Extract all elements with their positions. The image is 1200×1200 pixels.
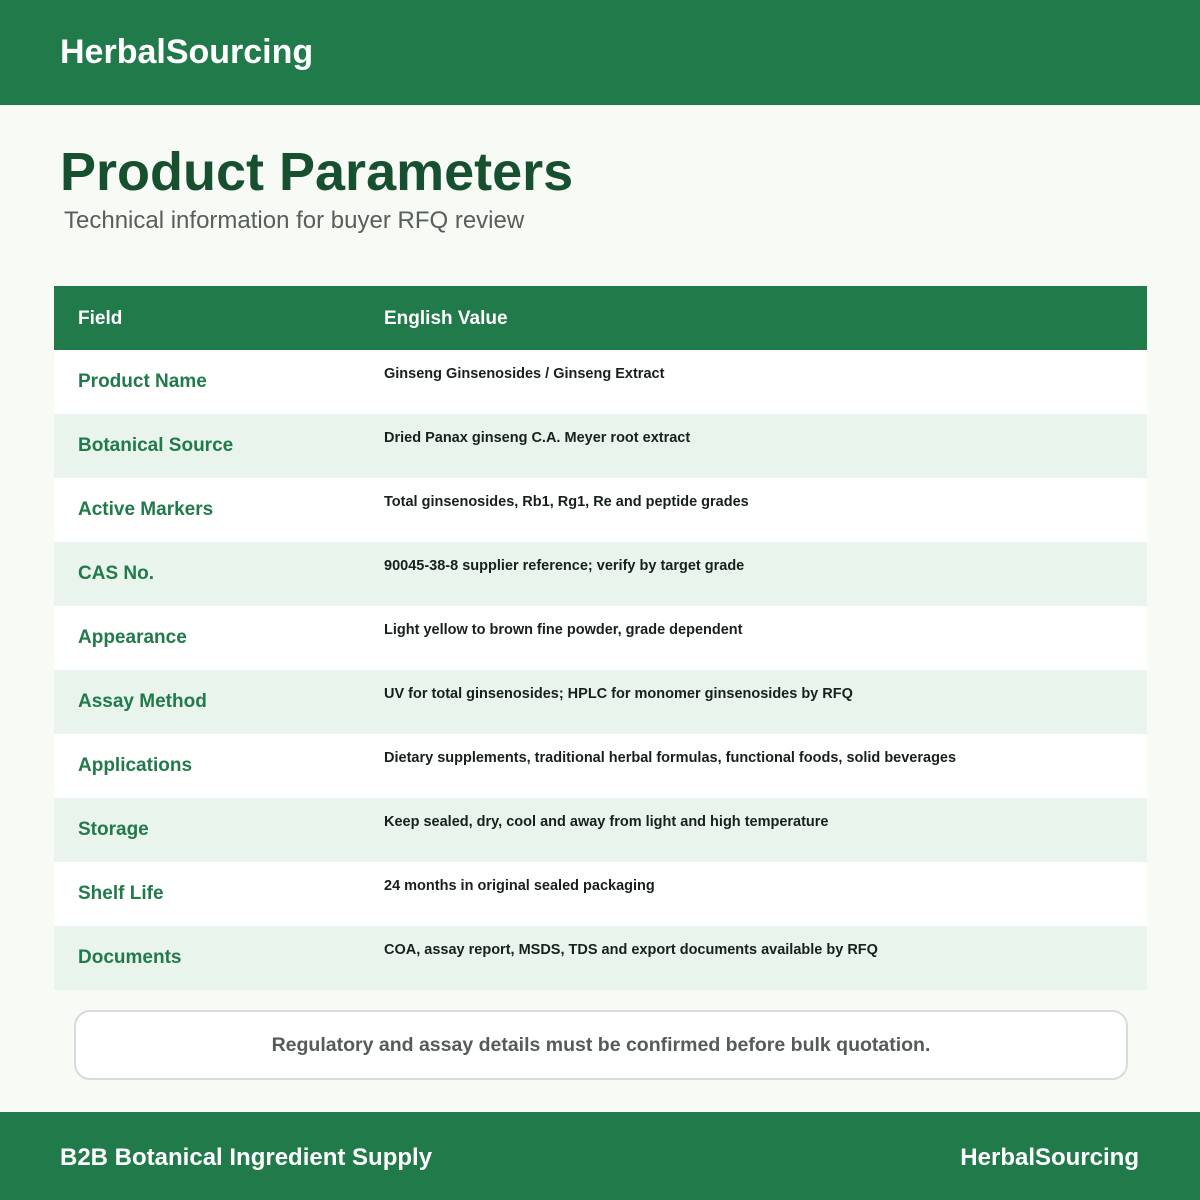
row-field-label: Shelf Life	[78, 883, 164, 904]
row-field-label: Applications	[78, 755, 193, 776]
page-title: Product Parameters	[60, 142, 574, 202]
table-row	[54, 478, 1147, 542]
row-field-value: COA, assay report, MSDS, TDS and export documents available by RFQ	[384, 942, 878, 958]
column-header-field: Field	[78, 308, 123, 329]
table-row	[54, 606, 1147, 670]
parameters-table	[54, 286, 1147, 990]
row-field-label: Botanical Source	[78, 435, 234, 456]
table-row	[54, 862, 1147, 926]
row-field-value: Light yellow to brown fine powder, grade dependent	[384, 622, 743, 638]
table-header	[54, 286, 1147, 350]
row-field-label: Documents	[78, 947, 182, 968]
regulatory-notice: Regulatory and assay details must be confirmed before bulk quotation.	[74, 1010, 1128, 1080]
row-field-label: Assay Method	[78, 691, 207, 712]
row-field-label: Storage	[78, 819, 149, 840]
row-field-label: CAS No.	[78, 563, 154, 584]
row-field-value: 90045-38-8 supplier reference; verify by target grade	[384, 558, 745, 574]
row-field-value: Dietary supplements, traditional herbal formulas, functional foods, solid beverages	[384, 750, 957, 766]
row-field-value: Ginseng Ginsenosides / Ginseng Extract	[384, 366, 665, 382]
table-row	[54, 350, 1147, 414]
row-field-value: 24 months in original sealed packaging	[384, 878, 655, 894]
row-field-value: UV for total ginsenosides; HPLC for monomer ginsenosides by RFQ	[384, 686, 853, 702]
brand-logo-text: HerbalSourcing	[60, 33, 314, 71]
footer-brand: HerbalSourcing	[960, 1144, 1139, 1171]
table-row	[54, 670, 1147, 734]
table-body	[54, 350, 1147, 990]
row-field-value: Total ginsenosides, Rb1, Rg1, Re and peptide grades	[384, 494, 749, 510]
row-field-label: Appearance	[78, 627, 187, 648]
table-row	[54, 542, 1147, 606]
table-row	[54, 926, 1147, 990]
row-field-value: Keep sealed, dry, cool and away from light and high temperature	[384, 814, 829, 830]
row-field-label: Active Markers	[78, 499, 214, 520]
row-field-label: Product Name	[78, 371, 207, 392]
table-row	[54, 798, 1147, 862]
footer-tagline: B2B Botanical Ingredient Supply	[60, 1144, 433, 1171]
table-row	[54, 414, 1147, 478]
row-field-value: Dried Panax ginseng C.A. Meyer root extract	[384, 430, 691, 446]
table-row	[54, 734, 1147, 798]
column-header-value: English Value	[384, 308, 508, 329]
page-subtitle: Technical information for buyer RFQ review	[64, 207, 525, 234]
